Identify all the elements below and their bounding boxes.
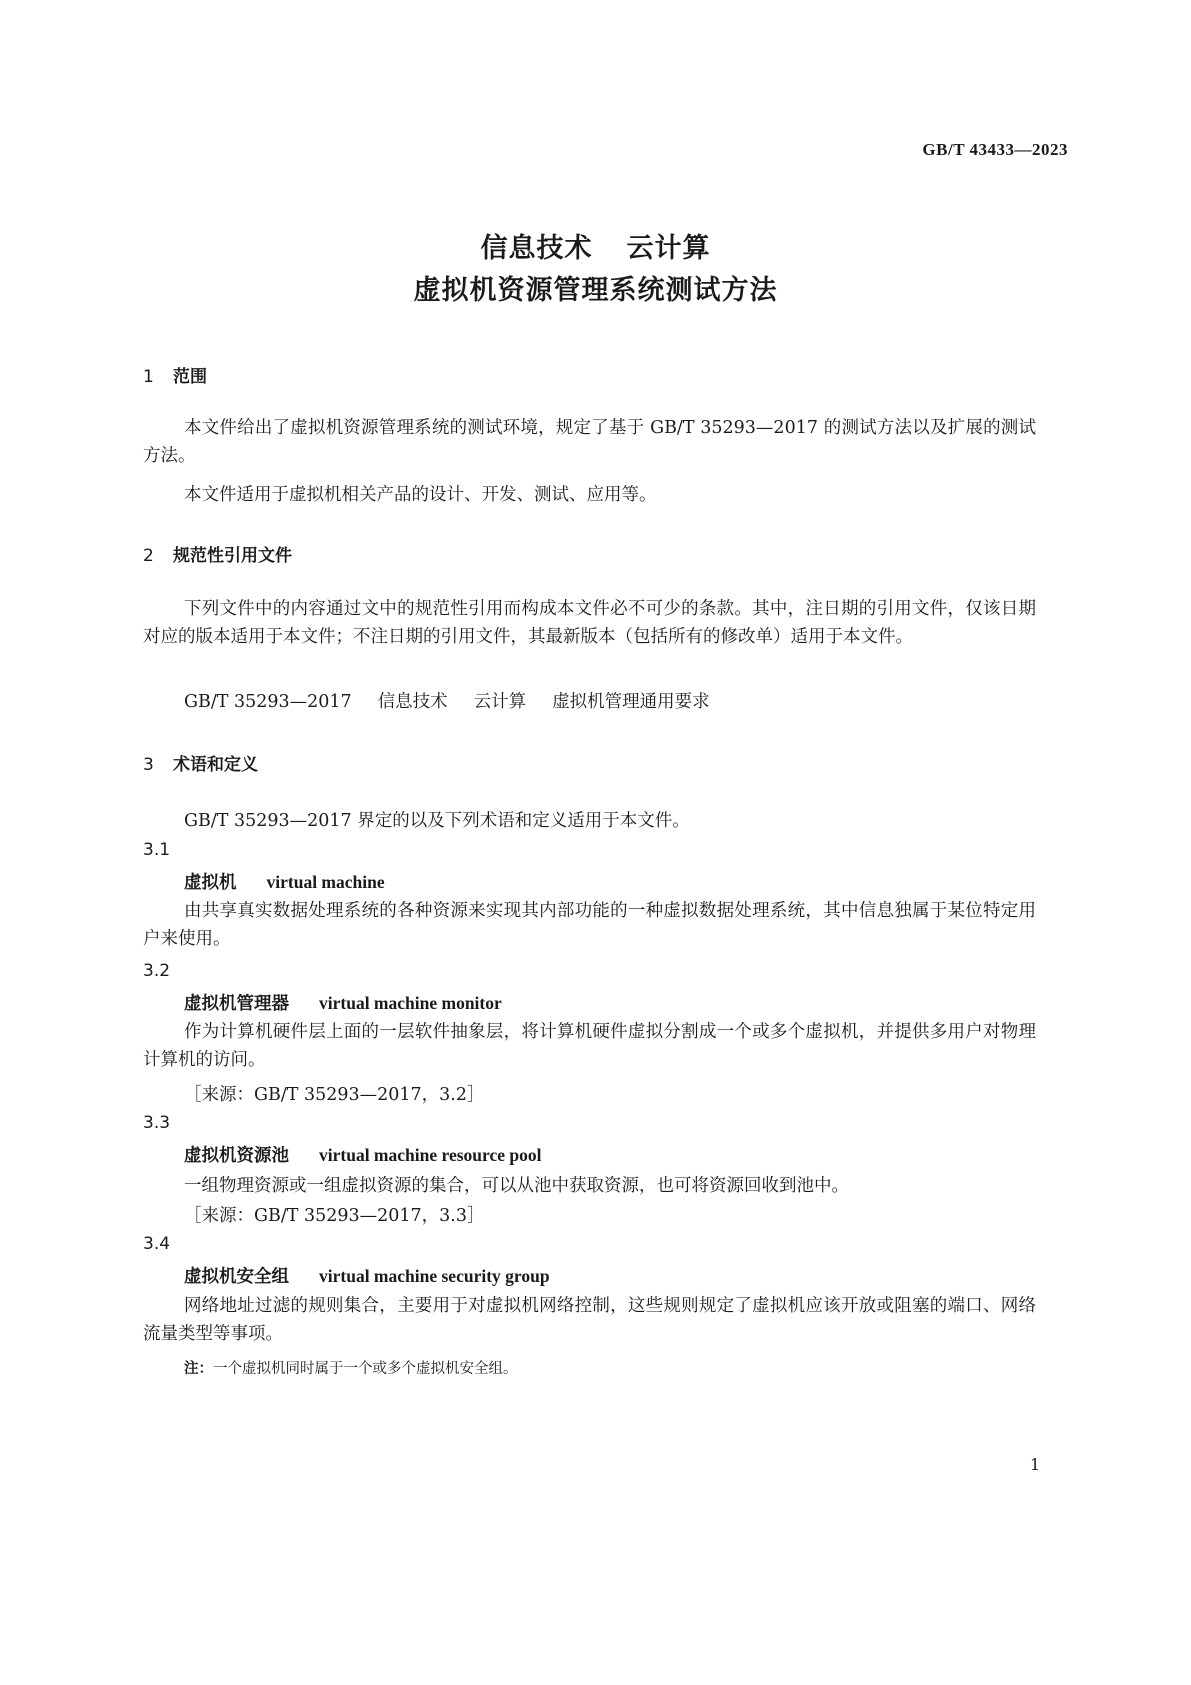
- section-3-title: 术语和定义: [173, 755, 258, 775]
- document-title-line2: 虚拟机资源管理系统测试方法: [413, 275, 778, 306]
- term-3-2-heading: [184, 990, 502, 1015]
- note-text: 一个虚拟机同时属于一个或多个虚拟机安全组。: [213, 1361, 518, 1377]
- section-3-heading: [143, 750, 258, 775]
- reference-title-part1: 信息技术: [377, 692, 448, 712]
- document-title-line1: [0, 226, 1191, 265]
- term-3-3-source: ［来源：GB/T 35293—2017，3.3］: [184, 1206, 485, 1226]
- term-3-4-chinese: 虚拟机安全组: [184, 1267, 289, 1287]
- term-3-3-definition: 一组物理资源或一组虚拟资源的集合，可以从池中获取资源，也可将资源回收到池中。: [184, 1176, 849, 1196]
- term-3-2-chinese: 虚拟机管理器: [184, 994, 289, 1014]
- title-part1: 信息技术: [480, 233, 593, 264]
- term-3-1-heading: [184, 869, 385, 894]
- section-1-title: 范围: [173, 367, 207, 387]
- section-2-paragraph-1: 下列文件中的内容通过文中的规范性引用而构成本文件必不可少的条款。其中，注日期的引用文件，仅该日期对应的版本适用于本文件；不注日期的引用文件，其最新版本（包括所有的修改单）适用于本文件。: [143, 599, 1036, 647]
- standard-code: GB/T 43433—2023: [922, 140, 1068, 159]
- section-1-number: 1: [143, 367, 154, 387]
- term-3-1-chinese: 虚拟机: [184, 873, 237, 893]
- section-2-title: 规范性引用文件: [173, 546, 292, 566]
- section-3-number: 3: [143, 755, 154, 775]
- reference-title-part3: 虚拟机管理通用要求: [552, 692, 710, 712]
- normative-reference: [184, 688, 710, 713]
- section-1-paragraph-2: 本文件适用于虚拟机相关产品的设计、开发、测试、应用等。: [184, 485, 657, 505]
- section-1-paragraph-1: 本文件给出了虚拟机资源管理系统的测试环境，规定了基于 GB/T 35293—2017 的测试方法以及扩展的测试方法。: [143, 418, 1036, 466]
- term-3-1-definition: 由共享真实数据处理系统的各种资源来实现其内部功能的一种虚拟数据处理系统，其中信息独属于某位特定用户来使用。: [143, 901, 1036, 949]
- note-label: 注：: [184, 1360, 213, 1377]
- term-3-2-definition: 作为计算机硬件层上面的一层软件抽象层，将计算机硬件虚拟分割成一个或多个虚拟机，并提供多用户对物理计算机的访问。: [143, 1022, 1036, 1070]
- section-1-heading: [143, 362, 207, 387]
- term-3-4-note: [184, 1357, 518, 1378]
- section-2-heading: [143, 541, 292, 566]
- page-number: 1: [1030, 1455, 1041, 1474]
- reference-title-part2: 云计算: [473, 692, 527, 712]
- section-2-number: 2: [143, 546, 154, 566]
- term-3-1-english: virtual machine: [266, 872, 385, 892]
- reference-code: GB/T 35293—2017: [184, 692, 352, 712]
- term-3-2-source: ［来源：GB/T 35293—2017，3.2］: [184, 1085, 485, 1105]
- term-3-3-number: 3.3: [143, 1113, 171, 1133]
- term-3-4-definition: 网络地址过滤的规则集合，主要用于对虚拟机网络控制，这些规则规定了虚拟机应该开放或阻塞的端口、网络流量类型等事项。: [143, 1296, 1036, 1344]
- term-3-3-english: virtual machine resource pool: [319, 1145, 542, 1165]
- term-3-4-heading: [184, 1263, 550, 1288]
- title-part2: 云计算: [626, 233, 711, 264]
- term-3-3-chinese: 虚拟机资源池: [184, 1146, 289, 1166]
- term-3-2-english: virtual machine monitor: [319, 993, 502, 1013]
- term-3-1-number: 3.1: [143, 840, 171, 860]
- term-3-4-english: virtual machine security group: [319, 1266, 550, 1286]
- term-3-4-number: 3.4: [143, 1234, 171, 1254]
- section-3-intro: GB/T 35293—2017 界定的以及下列术语和定义适用于本文件。: [184, 811, 690, 831]
- term-3-3-heading: [184, 1142, 541, 1167]
- term-3-2-number: 3.2: [143, 961, 171, 981]
